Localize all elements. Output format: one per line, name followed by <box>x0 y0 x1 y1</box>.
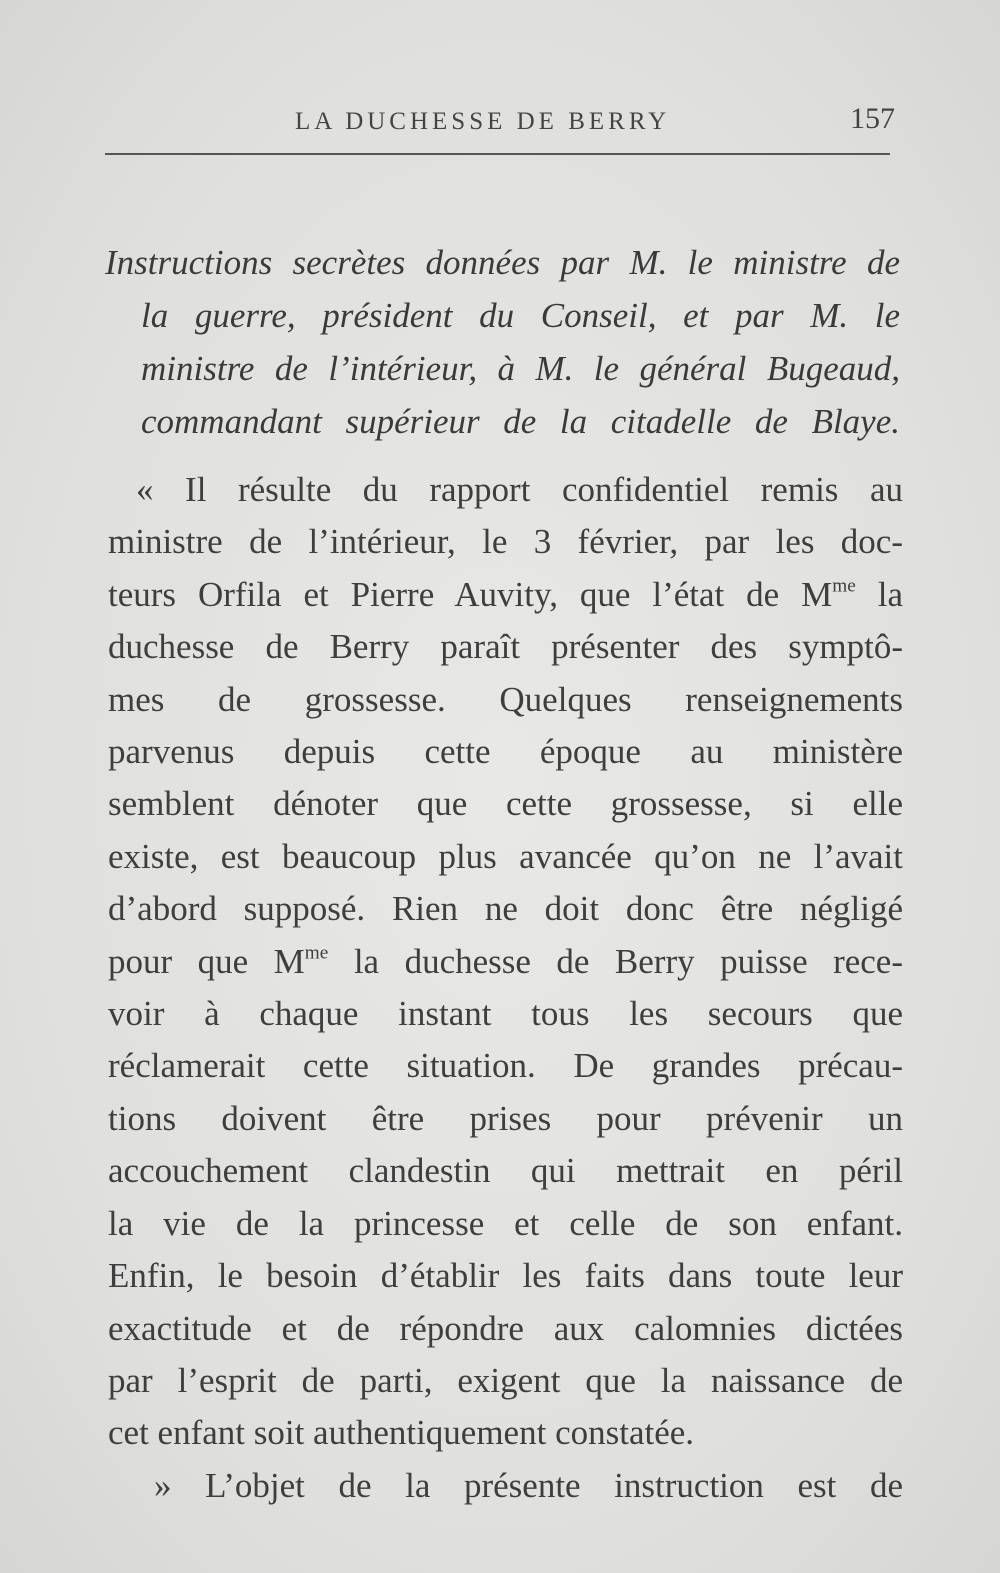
text-line: tions doivent être prises pour prévenir un <box>108 1098 903 1138</box>
text-line: Enfin, le besoin d’établir les faits dans toute leur <box>108 1256 903 1296</box>
heading-line: ministre de l’intérieur, à M. le général Bugeaud, <box>141 349 900 388</box>
heading-line: Instructions secrètes données par M. le ministre de <box>105 243 900 282</box>
text-line: » L’objet de la présente instruction est de <box>154 1465 903 1505</box>
text-line: accouchement clandestin qui mettrait en péril <box>108 1151 903 1191</box>
text-line: ministre de l’intérieur, le 3 février, par les doc- <box>108 522 903 562</box>
text-line: mes de grossesse. Quelques renseignements <box>108 679 903 719</box>
text-line: parvenus depuis cette époque au ministère <box>108 732 903 772</box>
body-text <box>108 464 903 1512</box>
text-line: duchesse de Berry paraît présenter des symptô- <box>108 627 903 667</box>
text-line: la vie de la princesse et celle de son enfant. <box>108 1203 903 1243</box>
text-line: réclamerait cette situation. De grandes précau- <box>108 1046 903 1086</box>
header-rule <box>105 153 890 155</box>
text-line: exactitude et de répondre aux calomnies dictées <box>108 1308 903 1348</box>
text-line: par l’esprit de parti, exigent que la naissance de <box>108 1360 903 1400</box>
text-segment: teurs Orfila et Pierre Auvity, que l’état de M <box>108 574 833 614</box>
superscript: me <box>304 942 329 964</box>
text-line: voir à chaque instant tous les secours que <box>108 994 903 1034</box>
text-segment: la <box>855 574 903 614</box>
section-heading <box>105 236 900 448</box>
text-line: semblent dénoter que cette grossesse, si elle <box>108 784 903 824</box>
text-line: « Il résulte du rapport confidentiel remis au <box>136 470 903 509</box>
text-segment: pour que M <box>108 941 305 981</box>
text-segment: la duchesse de Berry puisse rece- <box>328 941 904 981</box>
page-number: 157 <box>850 102 895 135</box>
text-line <box>108 569 903 621</box>
running-title: LA DUCHESSE DE BERRY <box>295 108 671 135</box>
text-line <box>108 936 903 988</box>
text-line: cet enfant soit authentiquement constatée. <box>108 1413 695 1453</box>
page-header <box>105 96 895 156</box>
text-line: existe, est beaucoup plus avancée qu’on ne l’avait <box>108 836 903 876</box>
heading-line: la guerre, président du Conseil, et par M. le <box>141 296 900 335</box>
text-line: d’abord supposé. Rien ne doit donc être négligé <box>108 889 903 929</box>
heading-line: commandant supérieur de la citadelle de Blaye. <box>141 402 900 441</box>
superscript: me <box>832 575 856 597</box>
